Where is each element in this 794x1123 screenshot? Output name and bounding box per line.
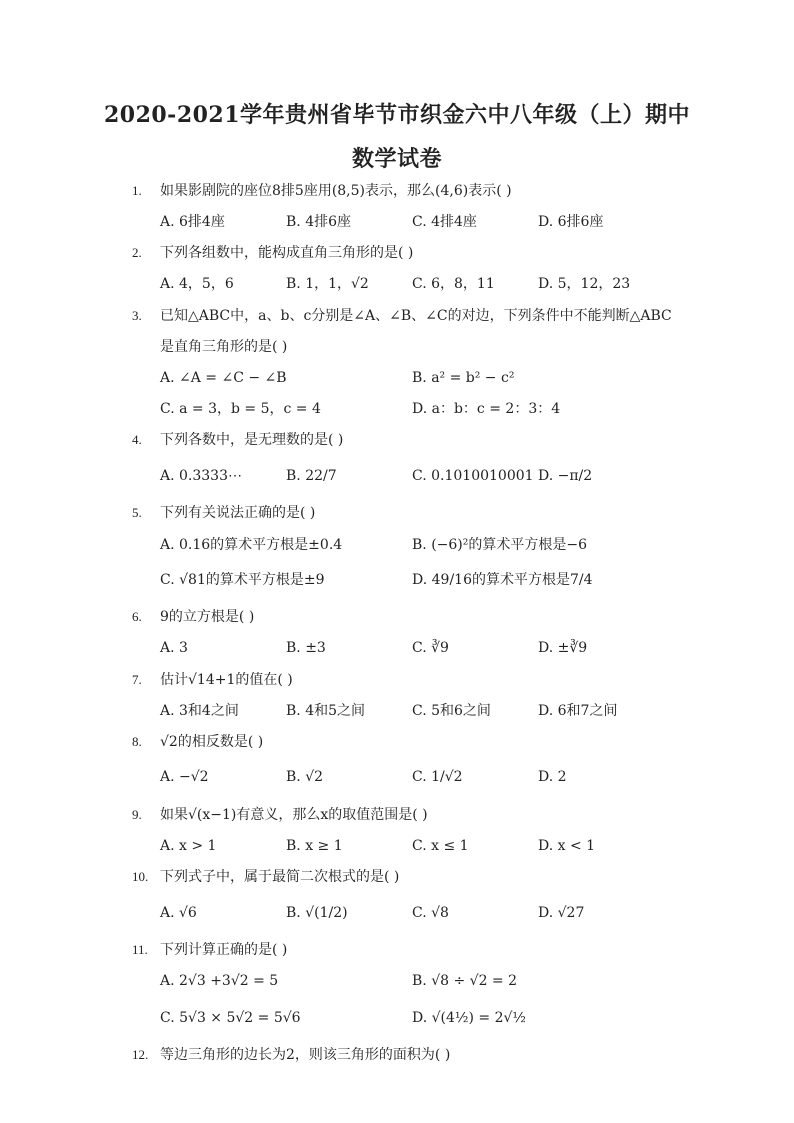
- option-c: C. 5和6之间: [412, 703, 491, 719]
- option-a: A. 2√3 +3√2 = 5: [160, 973, 279, 989]
- option-c: C. 0.1010010001: [412, 468, 534, 484]
- option-a: A. 4，5，6: [160, 276, 234, 292]
- option-d: D. −π/2: [538, 468, 593, 484]
- exam-title-line2: 数学试卷: [351, 146, 442, 172]
- question-number: 6.: [132, 609, 142, 624]
- option-a: A. 6排4座: [160, 214, 225, 230]
- option-b: B. 4和5之间: [286, 703, 366, 719]
- option-c: C. √81的算术平方根是±9: [160, 572, 325, 588]
- option-d: D. x < 1: [538, 838, 596, 854]
- question-number: 3.: [132, 308, 142, 323]
- option-b: B. √8 ÷ √2 = 2: [412, 973, 518, 989]
- question-text: 下列式子中，属于最简二次根式的是( ): [160, 869, 400, 885]
- option-d: D. 49/16的算术平方根是7/4: [412, 572, 593, 588]
- option-c: C. √8: [412, 905, 449, 921]
- question-number: 8.: [132, 734, 142, 749]
- option-a: A. 3: [160, 640, 188, 656]
- question-number: 7.: [132, 672, 142, 687]
- question-number: 5.: [132, 505, 142, 520]
- option-d: D. 6和7之间: [538, 703, 618, 719]
- question-number: 12.: [132, 1047, 149, 1062]
- option-b: B. √(1/2): [286, 905, 348, 921]
- option-b: B. x ≥ 1: [286, 838, 343, 854]
- option-b: B. √2: [286, 769, 324, 785]
- option-b: B. a² = b² − c²: [412, 370, 515, 386]
- option-c: C. 6，8，11: [412, 276, 495, 292]
- option-b: B. ±3: [286, 640, 326, 656]
- question-number: 11.: [132, 942, 148, 957]
- option-a: A. 3和4之间: [160, 703, 239, 719]
- option-c: C. 5√3 × 5√2 = 5√6: [160, 1010, 301, 1026]
- question-number: 4.: [132, 432, 142, 447]
- option-d: D. 5，12，23: [538, 276, 631, 292]
- question-text: 如果影剧院的座位8排5座用(8,5)表示，那么(4,6)表示( ): [160, 183, 512, 199]
- option-a: A. −√2: [160, 769, 209, 785]
- option-c: C. 4排4座: [412, 214, 477, 230]
- question-text: 9的立方根是( ): [160, 609, 255, 625]
- option-d: D. ±∛9: [538, 640, 588, 656]
- option-d: D. √27: [538, 905, 585, 921]
- question-text: 下列各数中，是无理数的是( ): [160, 432, 344, 448]
- question-text: 下列有关说法正确的是( ): [160, 505, 316, 521]
- question-text: 估计√14+1的值在( ): [160, 672, 293, 688]
- option-d: D. 6排6座: [538, 214, 604, 230]
- option-c: C. x ≤ 1: [412, 838, 469, 854]
- option-a: A. ∠A = ∠C − ∠B: [160, 370, 287, 386]
- option-c: C. 1/√2: [412, 769, 463, 785]
- question-text: 已知△ABC中，a、b、c分别是∠A、∠B、∠C的对边，下列条件中不能判断△ABC: [160, 308, 672, 324]
- exam-title-line1: 2020-2021学年贵州省毕节市织金六中八年级（上）期中: [103, 102, 691, 128]
- option-a: A. √6: [160, 905, 197, 921]
- option-c: C. a = 3，b = 5，c = 4: [160, 401, 321, 417]
- option-d: D. a：b：c = 2：3：4: [412, 401, 561, 417]
- option-b: B. (−6)²的算术平方根是−6: [412, 537, 587, 553]
- question-text: 下列计算正确的是( ): [160, 942, 288, 958]
- option-c: C. ∛9: [412, 640, 449, 656]
- option-a: A. 0.16的算术平方根是±0.4: [160, 537, 343, 553]
- question-text: 等边三角形的边长为2，则该三角形的面积为( ): [160, 1047, 451, 1063]
- option-b: B. 1，1，√2: [286, 276, 369, 292]
- question-text: 下列各组数中，能构成直角三角形的是( ): [160, 245, 414, 261]
- question-number: 1.: [132, 183, 142, 198]
- question-number: 9.: [132, 807, 142, 822]
- option-a: A. x > 1: [160, 838, 217, 854]
- option-d: D. √(4½) = 2√½: [412, 1010, 526, 1026]
- option-a: A. 0.3333⋯: [160, 468, 242, 484]
- option-d: D. 2: [538, 769, 567, 785]
- option-b: B. 4排6座: [286, 214, 352, 230]
- question-text: 如果√(x−1)有意义，那么x的取值范围是( ): [160, 807, 428, 823]
- option-b: B. 22/7: [286, 468, 337, 484]
- question-text: √2的相反数是( ): [160, 734, 264, 750]
- question-number: 2.: [132, 245, 142, 260]
- question-text-line2: 是直角三角形的是( ): [160, 339, 288, 355]
- question-number: 10.: [132, 869, 149, 884]
